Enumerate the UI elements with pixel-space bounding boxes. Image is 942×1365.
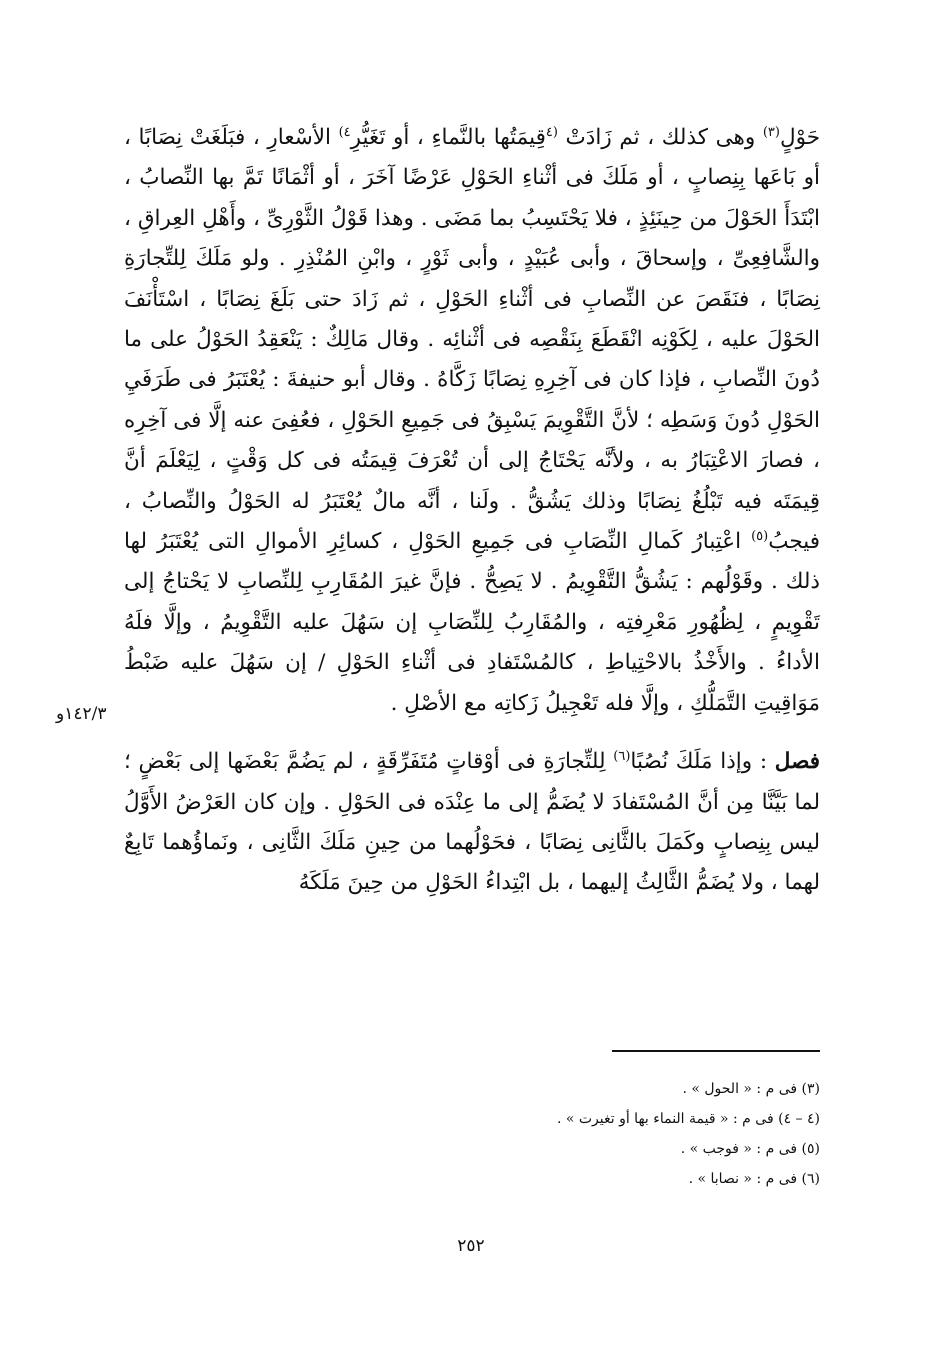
text-run: الأسْعارِ ، فبَلَغَتْ نِصَابًا ، أو بَاعَها بِنِصابٍ ، أو مَلَكَ فى أثْناءِ الحَوْلِ عَرْضًا آخَرَ ، أو أثْمَانًا تَمَّ بها النِّصابُ ، ابْتَدَأَ الحَوْلَ من حِينَئِذٍ ، فلا يَحْتَسِبُ بما مَضَى . وهذا قَوْلُ الثَّوْرِىِّ ، وأَهْلِ العِراقِ ، والشَّافِعِىِّ ، وإسحاقَ ، وأبى عُبَيْدٍ ، وأبى ثَوْرٍ ، وابْنِ المُنْذِرِ . ولو مَلَكَ لِلتِّجارَةِ نِصَابًا ، فنَقَصَ عن النِّصابِ فى أثْناءِ الحَوْلِ ، ثم زَادَ حتى بَلَغَ نِصَابًا ، اسْتَأْنَفَ الحَوْلَ عليه ، لِكَوْنِه انْقَطَعَ بِنَقْصِه فى أثْنائِه . وقال مَالِكٌ : يَنْعَقِدُ الحَوْلُ على ما دُونَ النِّصابِ ، فإذا كان فى آخِرِهِ نِصَابًا زَكَّاهُ . وقال أبو حنيفةَ : يُعْتَبَرُ فى طَرَفَيِ الحَوْلِ دُونَ وَسَطِه ؛ لأنَّ التَّقْوِيمَ يَسْبِقُ فى جَمِيعِ الحَوْلِ ، فعُفِىَ عنه إلَّا فى آخِرِه ، فصارَ الاعْتِبَارُ به ، ولأنَّه يَحْتَاجُ إلى أن تُعْرَفَ قِيمَتُه فى كل وَقْتٍ ، لِيَعْلَمَ أنَّ قِيمَتَه فيه تَبْلُغُ نِصَابًا وذلك يَشُقُّ . ولَنا ، أنَّه مالٌ يُعْتَبَرُ له الحَوْلُ والنِّصابُ ، فيجبُ	[124, 125, 820, 555]
text-run: : وإذا مَلَكَ نُصُبًا	[630, 749, 775, 775]
footnotes	[400, 1074, 820, 1194]
footnote: (٦) فى م : « نصابا » .	[688, 1171, 820, 1187]
text-run: اعْتِبارُ كَمالِ النِّصَابِ فى جَمِيعِ الحَوْلِ ، كسائِرِ الأموالِ التى يُعْتَبَرُ لها ذلك . وقَوْلُهم : يَشُقُّ التَّقْوِيمُ . لا يَصِحُّ . فإنَّ غيرَ المُقَارِبِ لِلنِّصابِ لا يَحْتاجُ إلى تَقْوِيمٍ ، لِظُهُورِ مَعْرِفتِه ، والمُقَارِبُ لِلنِّصَابِ إن سَهُلَ عليه التَّقْوِيمُ ، وإلَّا فلَهُ الأداءُ . والأَخْذُ بالاحْتِياطِ ، كالمُسْتَفادِ فى أثْناءِ الحَوْلِ / إن سَهُلَ عليه ضَبْطُ مَوَاقِيتِ التَّمَلُّكِ ، وإلَّا فله تَعْجِيلُ زَكاتِه مع الأصْلِ .	[124, 529, 820, 716]
footnote-ref: (٥)	[751, 528, 769, 544]
footnote-ref: (٣)	[762, 124, 780, 140]
paragraph	[124, 742, 820, 904]
text-run: حَوْلٍ	[779, 125, 820, 150]
footnote: (٤ – ٤) فى م : « قيمة النماء بها أو تغيرت » .	[556, 1111, 820, 1127]
footnote: (٥) فى م : « فوجب » .	[680, 1141, 820, 1157]
section-title: فصل	[774, 749, 820, 775]
text-run: لِلتِّجارَةِ فى أوْقاتٍ مُتَفَرِّقَةٍ ، لم يَضُمَّ بَعْضَها إلى بَعْضٍ ؛ لما بَيَّنَّا مِن أنَّ المُسْتَفادَ لا يُضَمُّ إلى ما عِنْدَه فى الحَوْلِ . وإن كان العَرْضُ الأَوَّلُ ليس بِنِصابٍ وكَمَلَ بالثَّانِى نِصَابًا ، فحَوْلُهما من حِينِ مَلَكَ الثَّانِى ، ونَماؤُهما تَابِعٌ لهما ، ولا يُضَمُّ الثَّالِثُ إليهما ، بل ابْتِداءُ الحَوْلِ من حِينَ مَلَكَهُ	[124, 749, 820, 896]
main-text	[124, 118, 820, 904]
footnote-ref: (٤	[545, 124, 558, 140]
paragraph	[124, 118, 820, 724]
text-run: قِيمَتُها بالنَّماءِ ، أو تَغَيُّرِ	[350, 125, 546, 150]
footnote: (٣) فى م : « الحول » .	[682, 1081, 820, 1097]
margin-reference: ١٤٢/٣و	[56, 704, 107, 724]
footnote-ref: (٦)	[613, 748, 631, 764]
footnote-separator	[612, 1050, 820, 1052]
footnote-ref: ٤)	[338, 124, 351, 140]
text-run: وهى كذلك ، ثم زَادَتْ	[557, 125, 763, 150]
page-number: ٢٥٢	[457, 1236, 485, 1256]
